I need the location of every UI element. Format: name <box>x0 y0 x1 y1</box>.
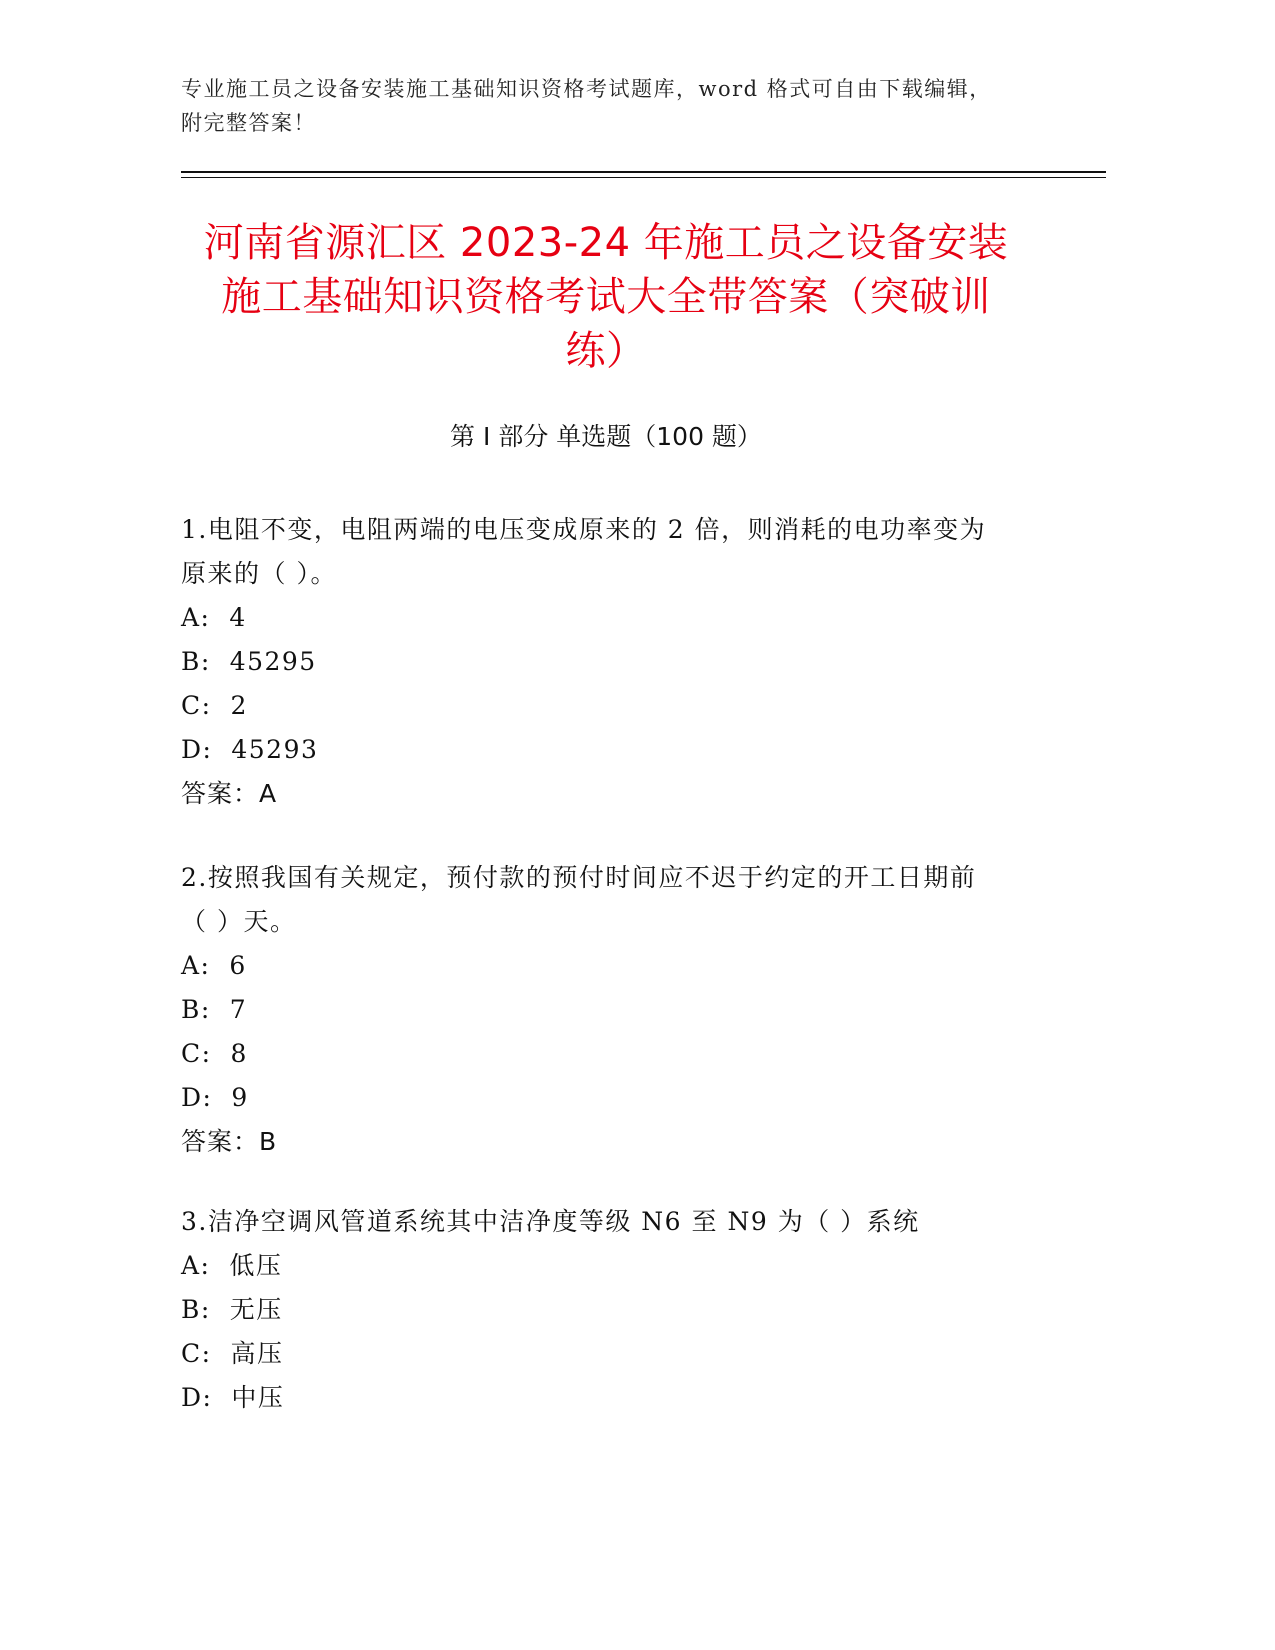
question-stem-line-2: （ ）天。 <box>181 907 297 936</box>
option-b: B: 45295 <box>181 647 317 676</box>
option-c: C: 高压 <box>181 1339 284 1368</box>
header-divider-thin <box>181 177 1106 178</box>
title-line-3: 练） <box>565 328 647 374</box>
option-c: C: 8 <box>181 1039 248 1068</box>
option-d: D: 中压 <box>181 1383 285 1412</box>
header-divider-thick <box>181 171 1106 173</box>
document-title <box>181 216 1031 378</box>
option-d: D: 9 <box>181 1083 249 1112</box>
question-stem <box>181 1200 1041 1244</box>
question-stem-line-2: 原来的（ ）。 <box>181 559 337 588</box>
option-a: A: 6 <box>181 951 247 980</box>
question-stem-line-1: 1.电阻不变，电阻两端的电压变成原来的 2 倍，则消耗的电功率变为 <box>181 515 987 544</box>
question-1 <box>181 508 1041 816</box>
option-c: C: 2 <box>181 691 248 720</box>
answer-line: 答案：B <box>181 1127 278 1156</box>
section-heading: 第 I 部分 单选题（100 题） <box>450 422 762 451</box>
question-stem-line-1: 3.洁净空调风管道系统其中洁净度等级 N6 至 N9 为（ ）系统 <box>181 1207 920 1236</box>
option-a: A: 低压 <box>181 1251 283 1280</box>
option-b: B: 无压 <box>181 1295 283 1324</box>
question-3 <box>181 1200 1041 1420</box>
question-stem-line-1: 2.按照我国有关规定，预付款的预付时间应不迟于约定的开工日期前 <box>181 863 977 892</box>
option-d: D: 45293 <box>181 735 319 764</box>
title-line-1: 河南省源汇区 2023-24 年施工员之设备安装 <box>203 220 1009 266</box>
question-stem <box>181 508 1041 596</box>
title-line-2: 施工基础知识资格考试大全带答案（突破训 <box>221 274 991 320</box>
option-a: A: 4 <box>181 603 247 632</box>
answer-line: 答案：A <box>181 779 278 808</box>
question-2 <box>181 856 1041 1164</box>
option-b: B: 7 <box>181 995 248 1024</box>
header-note-line-1: 专业施工员之设备安装施工基础知识资格考试题库，word 格式可自由下载编辑， <box>181 77 992 101</box>
header-note <box>181 72 1061 140</box>
question-stem <box>181 856 1041 944</box>
header-note-line-2: 附完整答案！ <box>181 111 316 135</box>
